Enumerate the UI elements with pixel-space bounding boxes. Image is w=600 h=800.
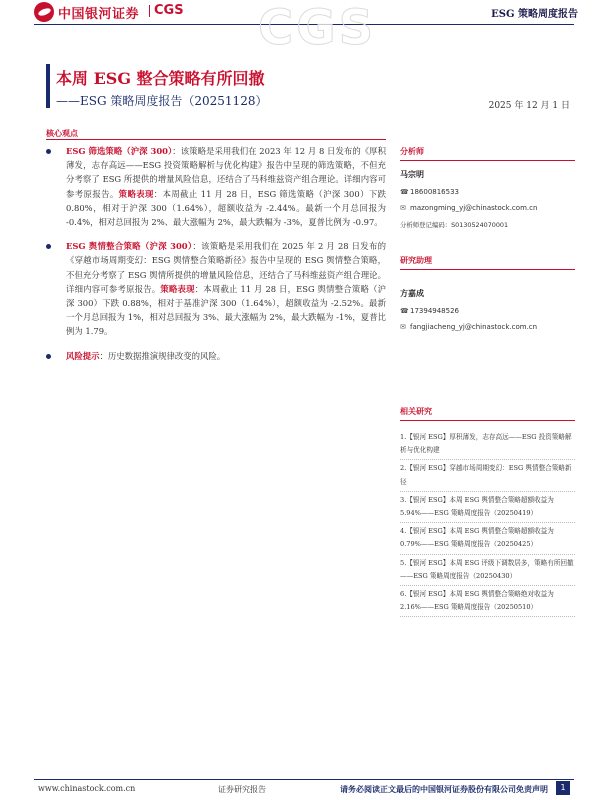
related-heading: 相关研究 (400, 406, 575, 421)
related-item[interactable]: 4.【银河 ESG】本周 ESG 舆情整合策略超额收益为 0.79%——ESG 策略周度报告（20250425） (400, 523, 575, 554)
core-point-lead: ESG 筛选策略（沪深 300） (66, 146, 173, 156)
core-point-text: ：该策略是采用我们在 2023 年 12 月 8 日发布的《厚积薄发，志存高远——ESG 投资策略解析与优化构建》报告中呈现的筛选策略，不但充分考察了 ESG 所提供的增量风险信息，还结合了马科维兹资产组合理论。详细内容可参考原报告。 (66, 146, 386, 199)
footer-category: 证券研究报告 (218, 785, 266, 794)
bullet-icon (46, 149, 51, 154)
core-point-lead2: 策略表现 (160, 283, 195, 294)
core-views-heading: 核心观点 (46, 129, 78, 138)
galaxy-logo-icon (34, 2, 54, 22)
core-point (46, 349, 386, 363)
analyst-email-row (400, 204, 575, 212)
related-item[interactable]: 3.【银河 ESG】本周 ESG 舆情整合策略超额收益为 5.94%——ESG 策略周度报告（20250419） (400, 492, 575, 523)
brand-name-cn: 中国银河证券 (58, 7, 140, 22)
watermark: CGS (258, 0, 377, 56)
assistant-heading: 研究助理 (400, 255, 575, 270)
analyst-registration (400, 220, 575, 229)
registration-code: S0130524070001 (451, 221, 509, 229)
footer-website[interactable]: www.chinastock.com.cn (38, 784, 136, 793)
core-point-lead: 风险提示 (66, 350, 100, 361)
phone-icon: ☎ (400, 188, 409, 196)
assistant-name: 方嘉成 (400, 289, 424, 298)
analyst-heading: 分析师 (400, 146, 575, 161)
title-accent-bar (46, 64, 50, 108)
core-point-text: ：该策略是采用我们在 2025 年 2 月 28 日发布的《穿越市场周期变幻：ESG 舆情整合策略新径》报告中呈现的 ESG 舆情整合策略，不但充分考察了 ESG 舆情所提供的增量风险信息，还结合了马科维兹资产组合理论。详细内容可参考原报告。 (66, 241, 387, 294)
analyst-phone: 18600816533 (410, 188, 459, 196)
core-views-body (46, 144, 386, 373)
analyst-sidebar (400, 146, 575, 339)
page-subtitle: ——ESG 策略周度报告（20251128） (56, 94, 268, 108)
assistant-email[interactable]: fangjiacheng_yj@chinastock.com.cn (410, 323, 538, 331)
bullet-icon (46, 244, 51, 249)
related-item[interactable]: 2.【银河 ESG】穿越市场周期变幻：ESG 舆情整合策略新径 (400, 460, 575, 491)
logo-divider (149, 5, 150, 17)
bullet-icon (46, 354, 51, 359)
related-item[interactable]: 6.【银河 ESG】本周 ESG 舆情整合策略绝对收益为 2.16%——ESG 策略周度报告（20250510） (400, 586, 575, 617)
page-title: 本周 ESG 整合策略有所回撤 (56, 69, 265, 88)
core-point (46, 144, 386, 229)
related-item[interactable]: 5.【银河 ESG】本周 ESG 评级下调数居多，策略有所回撤——ESG 策略周度报告（20250430） (400, 555, 575, 586)
core-views-divider (46, 139, 386, 140)
assistant-phone-row (400, 307, 575, 315)
footer-divider (34, 779, 574, 780)
core-point (46, 239, 386, 338)
analyst-name: 马宗明 (400, 170, 424, 179)
analyst-phone-row (400, 188, 575, 196)
brand-name-en: CGS (154, 3, 184, 18)
report-type: ESG 策略周度报告 (491, 9, 578, 20)
assistant-phone: 17394948526 (410, 307, 459, 315)
analyst-email[interactable]: mazongming_yj@chinastock.com.cn (410, 204, 538, 212)
email-icon: ✉ (400, 204, 406, 212)
phone-icon: ☎ (400, 307, 409, 315)
core-point-lead: ESG 舆情整合策略（沪深 300） (66, 241, 193, 252)
core-point-text: ：历史数据推演规律改变的风险。 (99, 350, 226, 361)
page-number: 1 (556, 781, 570, 795)
email-icon: ✉ (400, 323, 406, 331)
core-point-text2: ：本周截止 11 月 28 日，ESG 舆情整合策略（沪深 300）下跌 0.88%，相对于基准沪深 300（1.64%），超额收益为 -2.52%。最新一个月总回报为 1%，相对总回报为 3%、最大涨幅为 2%，最大跌幅为 -1%，夏普比例为 1.79。 (66, 283, 386, 337)
core-point-text2: ：本周截止 11 月 28 日，ESG 筛选策略（沪深 300）下跌 0.80%，相对于沪深 300（1.64%），超额收益为 -2.44%。最新一个月总回报为 -0.4%，相对总回报为 2%、最大涨幅为 2%，最大跌幅为 -3%，夏普比例为 -0.97。 (66, 188, 387, 228)
assistant-email-row (400, 323, 575, 331)
footer-disclaimer: 请务必阅读正文最后的中国银河证券股份有限公司免责声明 (340, 784, 548, 794)
core-point-lead2: 策略表现 (118, 188, 154, 199)
registration-label: 分析师登记编码： (400, 221, 452, 229)
related-item[interactable]: 1.【银河 ESG】厚积薄发，志存高远——ESG 投资策略解析与优化构建 (400, 429, 575, 460)
publish-date: 2025 年 12 月 1 日 (488, 101, 570, 111)
related-research (400, 406, 575, 617)
